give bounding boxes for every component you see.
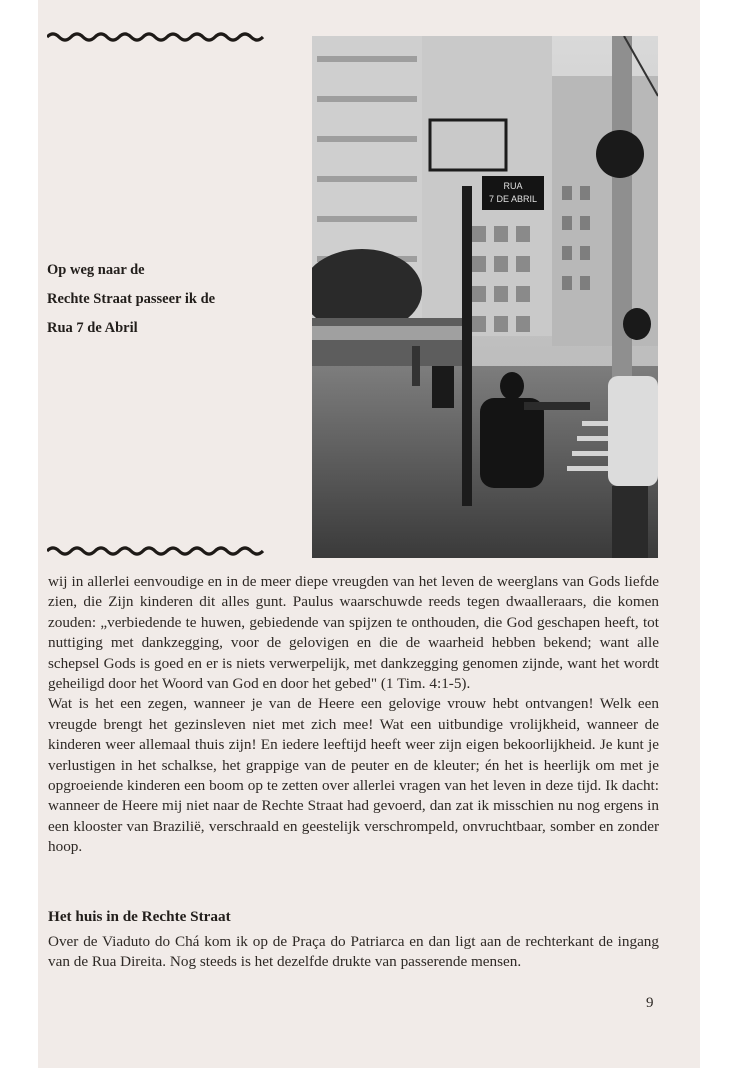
paragraph-1: wij in allerlei eenvoudige en in de meer diepe vreugden van het leven de weerglans van Gods liefde zien, die Zijn kinderen dit alles gunt. Paulus waarschuwde reeds tegen dwaalleraars, die komen zouden: „verbiedende te huwen, gebiedende van spijzen te onthouden, die God geschapen heeft, tot nuttiging met dankzegging, voor de gelovigen en die de waarheid hebben bekend; want alle schepsel Gods is goed en er is niets verwerpelijk, met dankzegging genomen zijnde, want het wordt geheiligd door het Woord van God en door het gebed" (1 Tim. 4:1-5). xyxy=(48,573,659,693)
caption-line-3: Rua 7 de Abril xyxy=(47,320,138,336)
top-ornament xyxy=(47,30,267,44)
sign-text-street: 7 DE ABRIL xyxy=(488,194,538,204)
photo-caption xyxy=(47,256,267,343)
section-heading: Het huis in de Rechte Straat xyxy=(48,908,231,925)
caption-line-2: Rechte Straat passeer ik de xyxy=(47,291,216,307)
caption-line-1: Op weg naar de xyxy=(47,262,145,278)
bottom-ornament xyxy=(47,544,267,558)
street-photo xyxy=(312,36,658,558)
body-text xyxy=(48,572,659,858)
page-margin xyxy=(0,0,38,1068)
paragraph-2: Wat is het een zegen, wanneer je van de Heere een gelovige vrouw hebt ontvangen! Welk een vreugde brengt het gezinsleven niet met zich mee! Wat een uitbundige vrolijkheid, wanneer de kinderen weer allemaal thuis zijn! En iedere leeftijd heeft weer zijn eigen bekoorlijkheid. Je kunt je verlustigen in het schalkse, het grappige van de peuter en de kleuter; én het is heerlijk om met je opgroeiende kinderen een boom op te zetten over allerlei vragen van het leven in deze tijd. Ik dacht: wanneer de Heere mij niet naar de Rechte Straat had gevoerd, dan zat ik misschien nu nog ergens in een klooster van Brazilië, verschraald en geestelijk verschrompeld, onvruchtbaar, somber en zonder hoop. xyxy=(48,695,659,856)
page-number: 9 xyxy=(646,995,654,1011)
sign-text-rua: RUA xyxy=(503,181,523,191)
paragraph-3: Over de Viaduto do Chá kom ik op de Praça do Patriarca en dan ligt aan de rechterkant de ingang van de Rua Direita. Nog steeds is het dezelfde drukte van passerende mensen. xyxy=(48,933,659,971)
